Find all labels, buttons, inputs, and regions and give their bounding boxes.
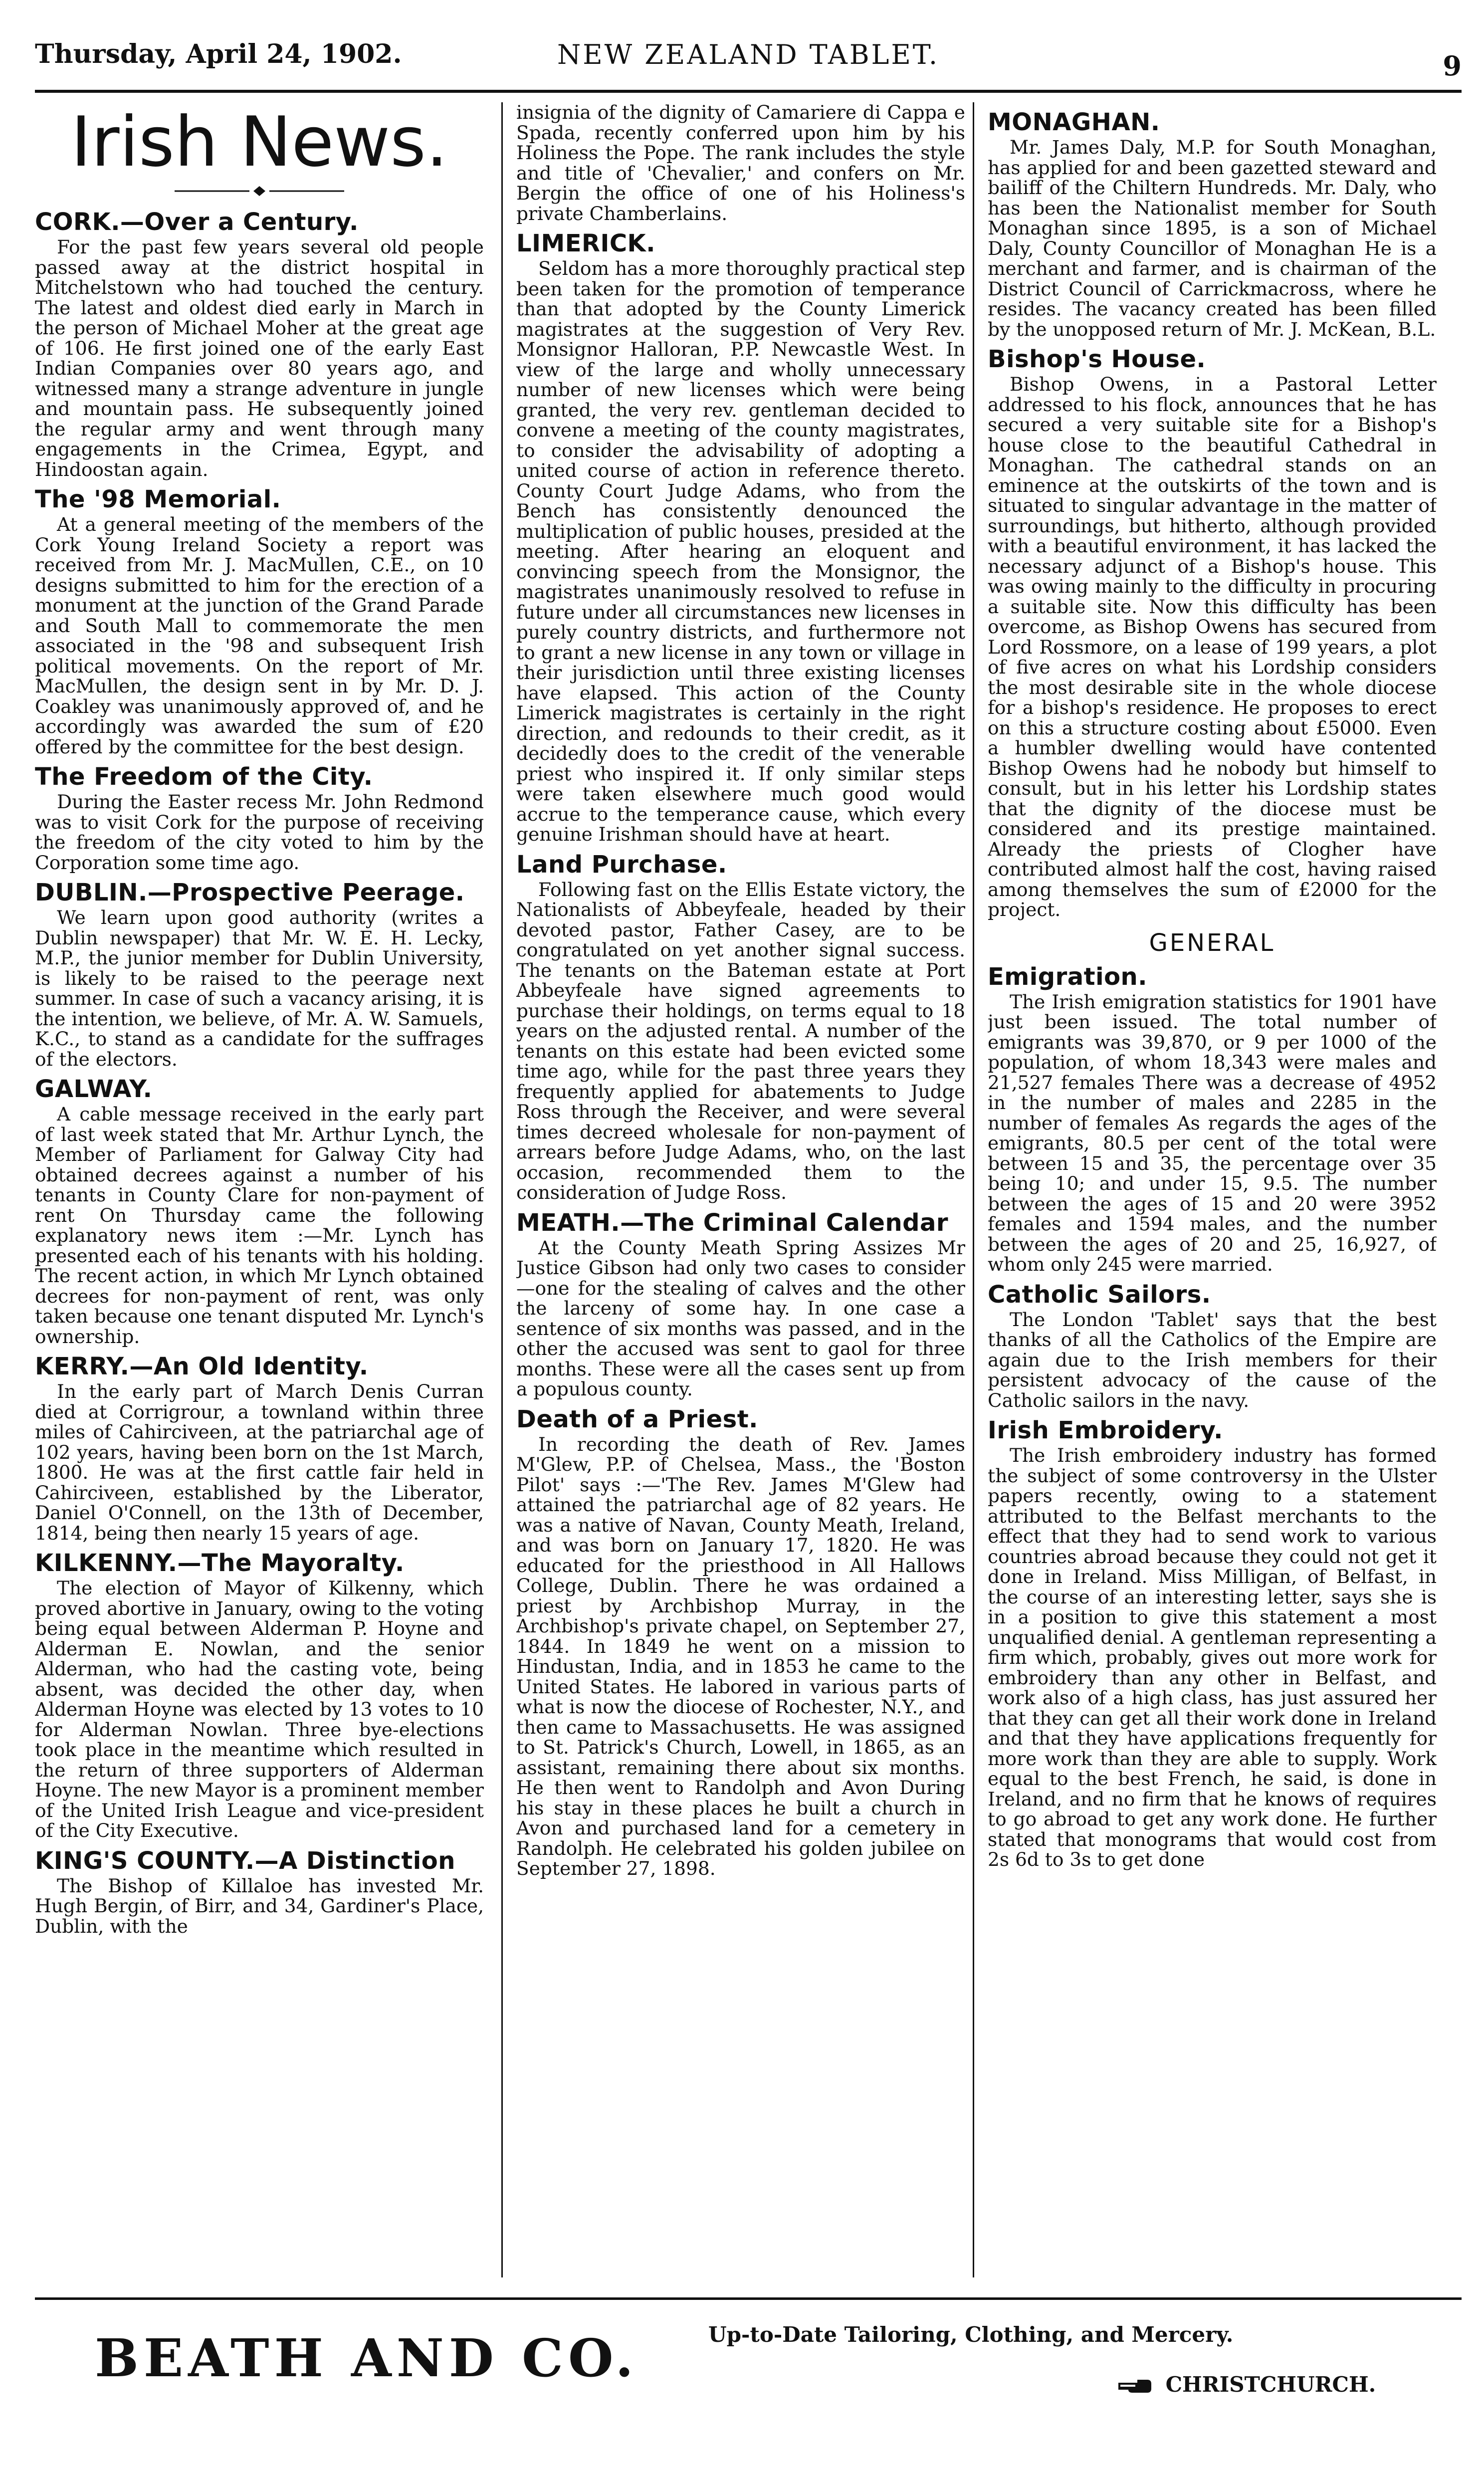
footer-divider bbox=[35, 2297, 1462, 2300]
advert-tagline: Up-to-Date Tailoring, Clothing, and Mercery. bbox=[708, 2322, 1234, 2347]
article-heading: LIMERICK. bbox=[516, 229, 655, 257]
article-heading: Catholic Sailors. bbox=[988, 1280, 1211, 1309]
advert-city: CHRISTCHURCH. bbox=[1165, 2372, 1376, 2397]
article-heading: Emigration. bbox=[988, 962, 1147, 991]
column-divider bbox=[501, 102, 503, 2277]
section-subtitle: GENERAL bbox=[1149, 928, 1275, 957]
article-text: A cable message received in the early part of last week stated that Mr. Arthur Lynch, the Member of Parliament for Galway City had obtained decrees against a number of his tenants in County Clare for non-payment of rent On Thursday came the following explanatory news item :—Mr. Lynch has presented each of his tenants with his holding. The recent action, in which Mr Lynch obtained decrees for non-payment of rent, was only taken because one tenant disputed Mr. Lynch's ownership. bbox=[35, 1103, 484, 1348]
article-text: Mr. James Daly, M.P. for South Monaghan, has applied for and been gazetted steward and bailiff of the Chiltern Hundreds. Mr. Daly, who has been the Nationalist member for South Monaghan since 1895, is a son of Michael Daly, County Councillor of Monaghan He is a merchant and farmer, and is chairman of the District Council of Carrickmacross, where he resides. The vacancy created has been filled by the unopposed return of Mr. J. McKean, B.L. bbox=[988, 136, 1437, 340]
article-heading: CORK.—Over a Century. bbox=[35, 208, 359, 236]
article-text: In the early part of March Denis Curran died at Corrigrour, a townland within three miles of Cahirciveen, at the patriarchal age of 102 years, having been born on the 1st March, 1800. He was at the first cattle fair held in Cahirciveen, established by the Liberator, Daniel O'Connell, on the 13th of December, 1814, being then nearly 15 years of age. bbox=[35, 1380, 484, 1544]
pointing-hand-icon bbox=[1117, 2378, 1152, 2395]
column-2 bbox=[516, 102, 965, 2277]
article-text: Seldom has a more thoroughly practical step been taken for the promotion of temperance than that adopted by the County Limerick magistrates at the suggestion of Very Rev. Monsignor Halloran, P.P. Newcastle West. In view of the large and wholly unnecessary number of new licenses which were being granted, the very rev. gentleman decided to convene a meeting of the county magistrates, to consider the advisability of adopting a united course of action in reference thereto. County Court Judge Adams, who from the Bench has consistently denounced the multiplication of public houses, presided at the meeting. After hearing an eloquent and convincing speech from the Monsignor, the magistrates unanimously resolved to refuse in future under all circumstances new licenses in purely country districts, and furthermore not to grant a new license in any town or village in their jurisdiction until three existing licenses have elapsed. This action of the County Limerick magistrates is certainly in the right direction, and redounds to their credit, as it decidedly does to the credit of the venerable priest who inspired it. If only similar steps were taken elsewhere much good would accrue to the temperance cause, which every genuine Irishman should have at heart. bbox=[516, 257, 965, 845]
ornament-rule-icon bbox=[170, 185, 349, 197]
article-text: The election of Mayor of Kilkenny, which proved abortive in January, owing to the voting being equal between Alderman P. Hoyne and Alderman E. Nowlan, and the senior Alderman, who had the casting vote, being absent, was decided the other day, when Alderman Hoyne was elected by 13 votes to 10 for Alderman Nowlan. Three bye-elections took place in the meantime which resulted in the return of three supporters of Alderman Hoyne. The new Mayor is a prominent member of the United Irish League and vice-president of the City Executive. bbox=[35, 1577, 484, 1841]
article-heading: The '98 Memorial. bbox=[35, 485, 281, 513]
advert-brand: BEATH AND CO. bbox=[95, 2327, 638, 2389]
article-text: Bishop Owens, in a Pastoral Letter addressed to his flock, announces that he has secured a very suitable site for a Bishop's house close to the beautiful Cathedral in Monaghan. The cathedral stands on an eminence at the outskirts of the town and is situated to singular advantage in the matter of surroundings, but hitherto, although provided with a beautiful environment, it has lacked the necessary adjunct of a Bishop's house. This was owing mainly to the difficulty in procuring a suitable site. Now this difficulty has been overcome, as Bishop Owens has secured from Lord Rossmore, on a lease of 199 years, a plot of five acres on what his Lordship considers the most desirable site in the whole diocese for a bishop's residence. He proposes to erect on this a structure costing about £5000. Even a humbler dwelling would have contented Bishop Owens had he nobody but himself to consult, but in his letter his Lordship states that the dignity of the diocese must be considered and its prestige maintained. Already the priests of Clogher have contributed almost half the cost, having raised among themselves the sum of £2000 for the project. bbox=[988, 373, 1437, 920]
article-text: The Irish emigration statistics for 1901 have just been issued. The total number of emigrants was 39,870, or 9 per 1000 of the population, of whom 18,343 were males and 21,527 females There was a decrease of 4952 in the number of males and 2285 in the number of females As regards the ages of the emigrants, 80.5 per cent of the total were between 15 and 35, the percentage over 35 being 10; and under 15, 9.5. The number between the ages of 15 and 20 were 3952 females and 1594 males, and the number between the ages of 20 and 25, 16,927, of whom only 245 were married. bbox=[988, 990, 1437, 1275]
article-heading: KILKENNY.—The Mayoralty. bbox=[35, 1549, 405, 1577]
advert-location bbox=[1117, 2372, 1376, 2397]
article-text: We learn upon good authority (writes a Dublin newspaper) that Mr. W. E. H. Lecky, M.P., the junior member for Dublin University, is likely to be raised to the peerage next summer. In case of such a vacancy arising, it is the intention, we believe, of Mr. A. W. Samuels, K.C., to stand as a candidate for the suffrages of the electors. bbox=[35, 906, 484, 1070]
article-text: Following fast on the Ellis Estate victory, the Nationalists of Abbeyfeale, headed by their devoted pastor, Father Casey, are to be congratulated on yet another signal success. The tenants on the Bateman estate at Port Abbeyfeale have signed agreements to purchase their holdings, on terms equal to 18 years on the adjusted rental. A number of the tenants on this estate had been evicted some time ago, while for the past three years they frequently applied for abatements to Judge Ross through the Receiver, and were several times decreed wholesale for non-payment of arrears before Judge Adams, who, on the last occasion, recommended them to the consideration of Judge Ross. bbox=[516, 878, 965, 1203]
column-divider bbox=[973, 102, 974, 2277]
article-text: At a general meeting of the members of the Cork Young Ireland Society a report was received from Mr. J. MacMullen, C.E., on 10 designs submitted to him for the erection of a monument at the junction of the Grand Parade and South Mall to commemorate the men associated in the '98 and subsequent Irish political movements. On the report of Mr. MacMullen, the design sent in by Mr. D. J. Coakley was unanimously approved of, and he accordingly was awarded the sum of £20 offered by the committee for the best design. bbox=[35, 513, 484, 758]
page-header bbox=[35, 35, 1462, 93]
column-3 bbox=[988, 102, 1437, 2277]
article-heading: DUBLIN.—Prospective Peerage. bbox=[35, 879, 465, 906]
article-heading: MEATH.—The Criminal Calendar bbox=[516, 1208, 949, 1237]
article-text: During the Easter recess Mr. John Redmond was to visit Cork for the purpose of receiving the freedom of the city voted to him by the Corporation some time ago. bbox=[35, 791, 484, 874]
article-text: In recording the death of Rev. James M'Glew, P.P. of Chelsea, Mass., the 'Boston Pilot' says :—'The Rev. James M'Glew had attained the patriarchal age of 82 years. He was a native of Navan, County Meath, Ireland, and was born on January 17, 1820. He was educated for the priesthood in All Hallows College, Dublin. There he was ordained a priest by Archbishop Murray, in the Archbishop's private chapel, on September 27, 1844. In 1849 he went on a mission to Hindustan, India, and in 1853 he came to the United States. He labored in various parts of what is now the diocese of Rochester, N.Y., and then came to Massachusetts. He was assigned to St. Patrick's Church, Lowell, in 1865, as an assistant, remaining there about six months. He then went to Randolph and Avon During his stay in these places he built a church in Avon and purchased land for a cemetery in Randolph. He celebrated his golden jubilee on September 27, 1898. bbox=[516, 1433, 965, 1879]
masthead: NEW ZEALAND TABLET. bbox=[557, 39, 940, 70]
article-heading: Irish Embroidery. bbox=[988, 1416, 1223, 1444]
article-text: insignia of the dignity of Camariere di Cappa e Spada, recently conferred upon him by his Holiness the Pope. The rank includes the style and title of 'Chevalier,' and confers on Mr. Bergin the office of one of his Holiness's private Chamberlains. bbox=[516, 102, 965, 225]
article-heading: Land Purchase. bbox=[516, 850, 727, 879]
article-text: For the past few years several old people passed away at the district hospital in Mitchelstown who had touched the century. The latest and oldest died early in March in the person of Michael Moher at the great age of 106. He first joined one of the early East Indian Companies over 80 years ago, and witnessed many a strange adventure in jungle and mountain pass. He subsequently joined the regular army and went through many engagements in the Crimea, Egypt, and Hindoostan again. bbox=[35, 236, 484, 480]
article-heading: The Freedom of the City. bbox=[35, 763, 373, 791]
page-number: 9 bbox=[1443, 50, 1462, 82]
article-text: The Irish embroidery industry has formed the subject of some controversy in the Ulster papers recently, owing to a statement attributed to the Belfast merchants to the effect that they had to send work to various countries abroad because they could not get it done in Ireland. Miss Milligan, of Belfast, in the course of an interesting letter, says she is in a position to give this statement a most unqualified denial. A gentleman representing a firm which, probably, gives out more work for embroidery than any other in Belfast, and work also of a high class, has just assured her that they can get all their work done in Ireland and that they have applications frequently for more work than they are able to supply. Work equal to the best French, he said, is done in Ireland, and no firm that he knows of requires to go abroad to get any work done. He further stated that monograms that would cost from 2s 6d to 3s to get done bbox=[988, 1444, 1437, 1870]
section-banner-title: Irish News. bbox=[71, 102, 448, 182]
article-heading: MONAGHAN. bbox=[988, 108, 1160, 136]
article-text: The Bishop of Killaloe has invested Mr. Hugh Bergin, of Birr, and 34, Gardiner's Place, Dublin, with the bbox=[35, 1874, 484, 1937]
article-heading: Death of a Priest. bbox=[516, 1405, 758, 1433]
issue-date: Thursday, April 24, 1902. bbox=[35, 39, 402, 69]
article-heading: KING'S COUNTY.—A Distinction bbox=[35, 1846, 455, 1875]
article-text: At the County Meath Spring Assizes Mr Justice Gibson had only two cases to consider—one for the stealing of calves and the other the larceny of some hay. In one case a sentence of six months was passed, and in the other the accused was sent to gaol for three months. These were all the cases sent up from a populous county. bbox=[516, 1236, 965, 1400]
article-heading: GALWAY. bbox=[35, 1075, 153, 1103]
article-text: The London 'Tablet' says that the best thanks of all the Catholics of the Empire are again due to the Irish members for their persistent advocacy of the cause of the Catholic sailors in the navy. bbox=[988, 1308, 1437, 1411]
article-heading: Bishop's House. bbox=[988, 345, 1206, 373]
article-heading: KERRY.—An Old Identity. bbox=[35, 1353, 369, 1380]
column-1 bbox=[35, 102, 484, 2277]
